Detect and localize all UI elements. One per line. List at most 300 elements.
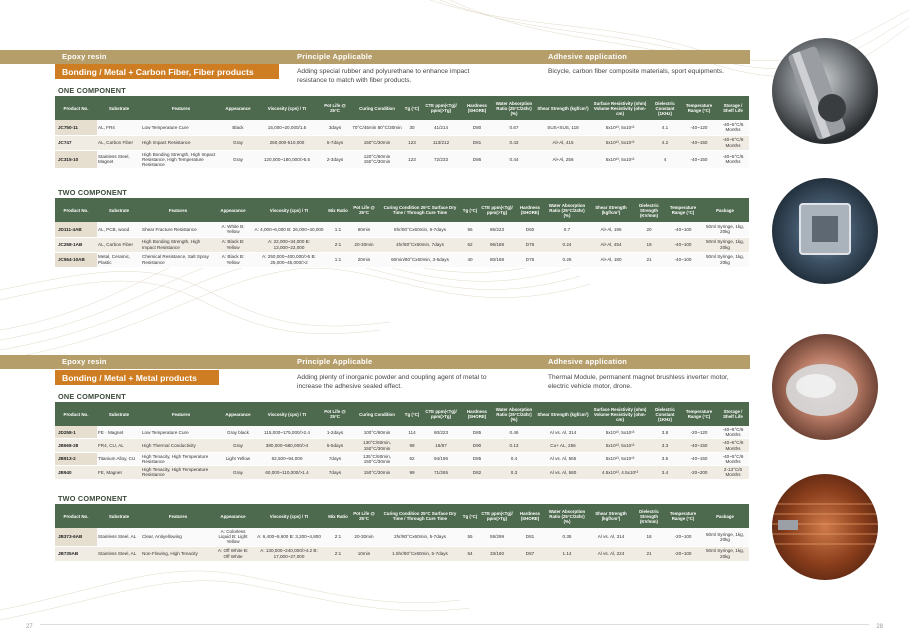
table-cell: 123: [403, 135, 421, 150]
table-cell: FE · Magnet: [97, 426, 141, 439]
table-cell: 4.2: [649, 135, 681, 150]
table-cell: 1-2days: [319, 426, 351, 439]
table-cell: 62,500~94,000: [255, 452, 319, 465]
table-cell: D76: [515, 237, 545, 252]
table-cell: 3.4: [649, 466, 681, 479]
table-cell: 5x10¹³, 5x10¹³: [591, 120, 649, 135]
table-cell: Al+Al, 415: [535, 135, 591, 150]
table-cell: A: 250,000~400,000/>5 B: 25,000~45,000/>2: [251, 252, 327, 267]
product-number-cell: JC564-10AB: [55, 252, 97, 267]
table-cell: Low Temperature Cure: [141, 426, 221, 439]
table-cell: Gray black: [221, 426, 255, 439]
table-cell: D85: [461, 426, 493, 439]
table-cell: 150°C/30min: [351, 466, 403, 479]
column-header: Tg (°C): [403, 96, 421, 120]
section2-two-component-title: TWO COMPONENT: [58, 494, 128, 503]
footer-divider: [40, 624, 869, 625]
column-header: Product No.: [55, 198, 97, 222]
table-cell: 94/196: [421, 452, 461, 465]
table-cell: Al+Al, 195: [589, 222, 633, 237]
table-cell: 10min: [349, 546, 379, 561]
table-cell: 1.5hr/80°Cx60min, 5-7days: [379, 546, 461, 561]
table-cell: Clear, Antiyellowing: [141, 528, 215, 546]
table-cell: 2:1: [327, 546, 349, 561]
table-cell: 21: [633, 252, 665, 267]
column-header: Shear Strength (kgf/cm²): [589, 198, 633, 222]
table-cell: A: 6,400~9,600 B: 3,200~4,800: [251, 528, 327, 546]
section1-one-component-title: ONE COMPONENT: [58, 86, 126, 95]
column-header: Viscosity (cps) / TI: [255, 402, 319, 426]
table-cell: D76: [515, 252, 545, 267]
table-cell: Al+Al, 256: [535, 150, 591, 169]
table-cell: Gray: [221, 150, 255, 169]
table-cell: A: Off White B: Off White: [215, 546, 251, 561]
section2-header-band: [0, 355, 750, 369]
table-cell: 50ml Syringe, 1kg, 20kg: [701, 222, 749, 237]
column-header: Water Absorption Ratio (25°C/24hr)(%): [493, 402, 535, 426]
table-cell: 96/188: [479, 237, 515, 252]
table-cell: -40~5°C/6 Months: [717, 452, 749, 465]
column-header: Hardness (SHORE): [461, 402, 493, 426]
table-cell: Gray: [221, 466, 255, 479]
section2-one-component-table: [55, 402, 749, 480]
column-header: Dielectric Constant (1KHz): [649, 96, 681, 120]
section1-application-text: Bicycle, carbon fiber composite materials, sport equipments.: [548, 68, 724, 75]
table-row: [55, 135, 749, 150]
column-header: Appearance: [215, 198, 251, 222]
table-cell: D85: [461, 452, 493, 465]
table-header-row: [55, 402, 749, 426]
table-cell: AL, PCB, wood: [97, 222, 141, 237]
table-cell: -40~5°C/6 Months: [717, 426, 749, 439]
table-cell: 114: [403, 426, 421, 439]
table-cell: Gray: [221, 135, 255, 150]
column-header: Hardness (SHORE): [515, 504, 545, 528]
table-cell: A: Black B: Yellow: [215, 237, 251, 252]
section2-two-component-table: [55, 504, 749, 562]
column-header: Curing Condition: [351, 402, 403, 426]
table-cell: Light Yellow: [221, 452, 255, 465]
table-cell: 33/160: [479, 546, 515, 561]
table-cell: High Tenacity, High Temperature Resistance: [141, 466, 221, 479]
table-cell: -40~150: [681, 452, 717, 465]
column-header: Dielectric Constant (1KHz): [649, 402, 681, 426]
table-cell: 260,000-510,000: [255, 135, 319, 150]
table-cell: 60,000~110,000/>1.4: [255, 466, 319, 479]
table-cell: 5x10¹³, 5x10¹³: [591, 150, 649, 169]
column-header: Features: [141, 198, 215, 222]
column-header: Dielectric Strength (KV/mm): [633, 198, 665, 222]
table-cell: A: Colorless Liquid B: Light Yellow: [215, 528, 251, 546]
table-cell: 70°C/45min 80°C/30min: [351, 120, 403, 135]
table-cell: 5x10¹³, 5x10¹³: [591, 426, 649, 439]
section1-category-tag: Bonding / Metal + Carbon Fiber, Fiber products: [55, 64, 279, 79]
table-cell: Al vs. Al, 314: [589, 528, 633, 546]
table-row: [55, 546, 749, 561]
table-cell: 100°C/60min: [351, 426, 403, 439]
column-header: Pot Life @ 25°C: [349, 504, 379, 528]
column-header: Temperature Range (°C): [681, 402, 717, 426]
table-cell: 3.5: [649, 452, 681, 465]
column-header: Hardness (SHORE): [461, 96, 493, 120]
column-header: Pot Life @ 25°C: [319, 96, 351, 120]
table-cell: AL, Carbon Fiber: [97, 135, 141, 150]
table-cell: 60min/80°Cx60min, 3-5days: [379, 252, 461, 267]
column-header: Tg (°C): [461, 504, 479, 528]
column-header: Package: [701, 504, 749, 528]
table-cell: 71/265: [421, 466, 461, 479]
table-cell: 99: [403, 439, 421, 452]
column-header: Pot Life @ 25°C: [319, 402, 351, 426]
table-cell: -40~120: [681, 120, 717, 135]
table-cell: 0.44: [493, 150, 535, 169]
column-header: Substrate: [97, 402, 141, 426]
table-row: [55, 439, 749, 452]
table-cell: High Tenacity, High Temperature Resistance: [141, 452, 221, 465]
table-cell: Al vs. Al, 580: [535, 466, 591, 479]
column-header: Temperature Range (°C): [665, 198, 701, 222]
table-row: [55, 237, 749, 252]
table-cell: 8hr/80°Cx60min, 5-7days: [379, 222, 461, 237]
table-cell: Stainless Steel, AL: [97, 528, 141, 546]
table-cell: Stainless Steel, AL: [97, 546, 141, 561]
table-cell: 80/223: [421, 426, 461, 439]
column-header: Shear Strength (kgf/cm²): [589, 504, 633, 528]
product-number-cell: JB668-28: [55, 439, 97, 452]
table-cell: 5-7days: [319, 135, 351, 150]
table-cell: -40~5°C/6 Months: [717, 120, 749, 135]
table-cell: 20: [633, 222, 665, 237]
table-cell: 16/87: [421, 439, 461, 452]
table-cell: 7days: [319, 466, 351, 479]
table-cell: 80/168: [479, 252, 515, 267]
column-header: Product No.: [55, 504, 97, 528]
table-cell: D80: [461, 120, 493, 135]
table-cell: 5x10¹³, 5x10¹³: [591, 135, 649, 150]
band-label-application: Adhesive application: [548, 52, 628, 61]
product-number-cell: JC315-10: [55, 150, 97, 169]
column-header: Mix Ratio: [327, 198, 349, 222]
table-cell: -40~150: [681, 439, 717, 452]
column-header: Package: [701, 198, 749, 222]
table-cell: -20~100: [665, 528, 701, 546]
table-cell: Low Temperature Cure: [141, 120, 221, 135]
column-header: Shear Strength (kgf/cm²): [535, 96, 591, 120]
table-cell: -40~100: [665, 222, 701, 237]
table-cell: 99: [403, 466, 421, 479]
table-cell: 21: [633, 546, 665, 561]
table-cell: -20~100: [665, 546, 701, 561]
table-cell: A: 4,000~6,000 B: 26,000~40,000: [251, 222, 327, 237]
band-label-principle: Principle Applicable: [297, 357, 373, 366]
table-cell: 62: [403, 452, 421, 465]
column-header: Pot Life @ 25°C: [349, 198, 379, 222]
product-number-cell: JB913-2: [55, 452, 97, 465]
column-header: Substrate: [97, 504, 141, 528]
table-cell: 86/223: [479, 222, 515, 237]
column-header: Shear Strength (kgf/cm²): [535, 402, 591, 426]
table-cell: D60: [515, 222, 545, 237]
table-cell: Stainless Steel, Magnet: [97, 150, 141, 169]
table-cell: D81: [515, 528, 545, 546]
band-label-epoxy: Epoxy resin: [62, 357, 107, 366]
column-header: Surface Resistivity (ohm) Volume Resistivity (ohm-cm): [591, 96, 649, 120]
table-cell: High Bonding Strength, High Impact Resistance: [141, 237, 215, 252]
column-header: Substrate: [97, 198, 141, 222]
section1-principle-text: Adding special rubber and polyurethane to enhance impact resistance to match with fiber products.: [297, 68, 470, 84]
table-cell: 0.7: [545, 222, 589, 237]
table-cell: 41/214: [421, 120, 461, 135]
table-cell: 15,000~20,000/1.5: [255, 120, 319, 135]
table-header-row: [55, 96, 749, 120]
table-row: [55, 452, 749, 465]
column-header: Viscosity (cps) / TI: [255, 96, 319, 120]
table-cell: 113/212: [421, 135, 461, 150]
table-cell: 20-30min: [349, 528, 379, 546]
band-label-application: Adhesive application: [548, 357, 628, 366]
table-cell: A: 130,000~240,000/>4.2 B: 17,000~27,000: [251, 546, 327, 561]
table-cell: 4: [649, 150, 681, 169]
table-cell: High Bonding Strength, High Impact Resistance, High Temperature Resistance: [141, 150, 221, 169]
column-header: Appearance: [215, 504, 251, 528]
table-cell: 0.67: [493, 120, 535, 135]
column-header: Product No.: [55, 402, 97, 426]
table-cell: 0.43: [493, 135, 535, 150]
table-cell: 50ml Syringe, 1kg, 20kg: [701, 546, 749, 561]
table-cell: D82: [461, 466, 493, 479]
table-cell: -20~200: [681, 466, 717, 479]
table-cell: 123: [403, 150, 421, 169]
table-row: [55, 528, 749, 546]
product-number-cell: JC747: [55, 135, 97, 150]
table-cell: D87: [515, 546, 545, 561]
table-cell: A: 22,000~34,000 B: 13,000~22,000: [251, 237, 327, 252]
table-cell: Gray: [221, 439, 255, 452]
product-number-cell: JD111-4AB: [55, 222, 97, 237]
table-cell: 0.4: [493, 452, 535, 465]
section2-principle-text: Adding plenty of inorganic powder and coupling agent of metal to increase the adhesive sealed effect.: [297, 374, 487, 390]
table-cell: 55: [461, 528, 479, 546]
table-cell: A: White B: Yellow: [215, 222, 251, 237]
table-cell: 54: [461, 546, 479, 561]
table-cell: 50ml Syringe, 1kg, 20kg: [701, 528, 749, 546]
column-header: Dielectric Strength (KV/mm): [633, 504, 665, 528]
column-header: Tg (°C): [461, 198, 479, 222]
table-cell: 5-5days: [319, 439, 351, 452]
page-number-right: 28: [876, 624, 883, 630]
table-row: [55, 466, 749, 479]
table-cell: -40~5°C/6 Months: [717, 439, 749, 452]
column-header: Tg (°C): [403, 402, 421, 426]
table-cell: 1.14: [545, 546, 589, 561]
column-header: Storage / Shelf Life: [717, 96, 749, 120]
electronic-component-photo: [772, 178, 878, 284]
table-cell: High Thermal Conductivity: [141, 439, 221, 452]
table-cell: AL, Carbon Fiber: [97, 237, 141, 252]
column-header: CTE ppm(<Tg)/ ppm(>Tg): [421, 402, 461, 426]
table-cell: 0.26: [545, 252, 589, 267]
column-header: Product No.: [55, 96, 97, 120]
band-label-principle: Principle Applicable: [297, 52, 373, 61]
product-number-cell: JB735AB: [55, 546, 97, 561]
table-cell: 62: [461, 237, 479, 252]
table-cell: 4.1: [649, 120, 681, 135]
table-cell: 3.8: [649, 426, 681, 439]
column-header: Water Absorption Ratio (25°C/24hr)(%): [493, 96, 535, 120]
section1-two-component-table: [55, 198, 749, 268]
section2-category-tag: Bonding / Metal + Metal products: [55, 370, 219, 385]
column-header: Temperature Range (°C): [681, 96, 717, 120]
table-cell: 3.3: [649, 439, 681, 452]
table-cell: 19: [633, 237, 665, 252]
column-header: Storage / Shelf Life: [717, 402, 749, 426]
table-row: [55, 252, 749, 267]
table-cell: 50ml Syringe, 1kg, 20kg: [701, 252, 749, 267]
column-header: Mix Ratio: [327, 504, 349, 528]
table-header-row: [55, 504, 749, 528]
table-cell: 5x10¹³, 5x10¹³: [591, 439, 649, 452]
table-cell: 120,000~180,000/>5.5: [255, 150, 319, 169]
table-cell: 20-30min: [349, 237, 379, 252]
product-number-cell: JC750-11: [55, 120, 97, 135]
table-cell: 2-3days: [319, 150, 351, 169]
section1-header-band: [0, 50, 750, 64]
table-cell: 0.24: [545, 237, 589, 252]
table-cell: 2-13°C/6 Months: [717, 466, 749, 479]
column-header: Curing Condition: [351, 96, 403, 120]
product-number-cell: JC258-1AB: [55, 237, 97, 252]
column-header: Water Absorption Ratio (25°C/24hr)(%): [545, 198, 589, 222]
table-cell: 56: [461, 222, 479, 237]
table-cell: Cu+ AL, 256: [535, 439, 591, 452]
table-cell: Non-Flowing, High Tenacity: [141, 546, 215, 561]
table-cell: SUS+SUS, 118: [535, 120, 591, 135]
table-cell: 120°C/60min 150°C/30min: [351, 150, 403, 169]
table-cell: D81: [461, 135, 493, 150]
table-cell: 7days: [319, 452, 351, 465]
table-cell: Shear Fracture Resistance: [141, 222, 215, 237]
page-number-left: 27: [26, 624, 33, 630]
table-cell: FE, Magnet: [97, 466, 141, 479]
table-cell: 4hr/80°Cx60min, 7days: [379, 237, 461, 252]
motor-housing-photo: [772, 334, 878, 440]
column-header: Substrate: [97, 96, 141, 120]
table-cell: 3days: [319, 120, 351, 135]
column-header: Viscosity (cps) / TI: [251, 198, 327, 222]
table-cell: 2hr/80°Cx60min, 5-7days: [379, 528, 461, 546]
table-cell: Black: [221, 120, 255, 135]
table-row: [55, 120, 749, 135]
table-cell: Metal, Ceramic, Plastic: [97, 252, 141, 267]
column-header: Appearance: [221, 402, 255, 426]
table-cell: 20min: [349, 252, 379, 267]
column-header: Hardness (SHORE): [515, 198, 545, 222]
column-header: CTE ppm(<Tg)/ ppm(>Tg): [421, 96, 461, 120]
table-cell: 0.13: [493, 439, 535, 452]
table-cell: Chemical Resistance, Salt Spray Resistance: [141, 252, 215, 267]
table-cell: AL, FR4: [97, 120, 141, 135]
band-label-epoxy: Epoxy resin: [62, 52, 107, 61]
table-cell: 1:1: [327, 252, 349, 267]
column-header: Water Absorption Ratio (25°C/24hr)(%): [545, 504, 589, 528]
table-cell: High Impact Resistance: [141, 135, 221, 150]
column-header: Features: [141, 402, 221, 426]
table-cell: -40~100: [665, 252, 701, 267]
table-cell: 135°C/60min, 150°C/30min: [351, 452, 403, 465]
table-cell: Al vs. Al, 565: [535, 452, 591, 465]
table-cell: 59/299: [479, 528, 515, 546]
table-cell: Al+Al, 180: [589, 252, 633, 267]
table-cell: FR4, CU, AL: [97, 439, 141, 452]
table-row: [55, 150, 749, 169]
column-header: CTE ppm(<Tg)/ ppm(>Tg): [479, 198, 515, 222]
column-header: Features: [141, 96, 221, 120]
table-header-row: [55, 198, 749, 222]
table-cell: 0.3: [493, 466, 535, 479]
table-cell: 60min: [349, 222, 379, 237]
table-cell: -40~5°C/6 Months: [717, 150, 749, 169]
table-cell: 5x10¹³, 5x10¹³: [591, 452, 649, 465]
table-cell: Al vs. Al, 224: [589, 546, 633, 561]
section1-two-component-title: TWO COMPONENT: [58, 188, 128, 197]
table-cell: 2:1: [327, 237, 349, 252]
product-number-cell: JB373-6AB: [55, 528, 97, 546]
column-header: Viscosity (cps) / TI: [251, 504, 327, 528]
section1-one-component-table: [55, 96, 749, 169]
column-header: Curing Condition 25°C Surface Dry Time / Through Cure Time: [379, 198, 461, 222]
table-cell: 30: [403, 120, 421, 135]
table-cell: 2:1: [327, 528, 349, 546]
table-cell: 380,000~580,000/>4: [255, 439, 319, 452]
table-cell: A: Black B: Yellow: [215, 252, 251, 267]
section2-one-component-title: ONE COMPONENT: [58, 392, 126, 401]
table-row: [55, 426, 749, 439]
table-cell: D90: [461, 439, 493, 452]
column-header: Appearance: [221, 96, 255, 120]
table-cell: Al+Al, 454: [589, 237, 633, 252]
section2-application-text: Thermal Module, permanent magnet brushless inverter motor, electric vehicle motor, drone.: [548, 374, 729, 390]
table-cell: 150°C/30min: [351, 135, 403, 150]
table-cell: Al vs. Al, 314: [535, 426, 591, 439]
table-cell: -20~120: [681, 426, 717, 439]
table-cell: 18: [633, 528, 665, 546]
carbon-fiber-tube-photo: [772, 38, 878, 144]
column-header: Curing Condition 25°C Surface Dry Time / Through Cure Time: [379, 504, 461, 528]
table-cell: -40~150: [681, 150, 717, 169]
table-cell: 1:1: [327, 222, 349, 237]
table-cell: 130°C/60min, 150°C/30min: [351, 439, 403, 452]
column-header: Features: [141, 504, 215, 528]
column-header: Temperature Range (°C): [665, 504, 701, 528]
table-cell: D86: [461, 150, 493, 169]
table-cell: 0.35: [545, 528, 589, 546]
copper-coil-photo: [772, 474, 878, 580]
column-header: Surface Resistivity (ohm) Volume Resistivity (ohm-cm): [591, 402, 649, 426]
table-cell: 50ml Syringe, 1kg, 20kg: [701, 237, 749, 252]
table-cell: 72/233: [421, 150, 461, 169]
table-row: [55, 222, 749, 237]
table-cell: 115,000~175,000/>2.4: [255, 426, 319, 439]
table-cell: 0.46: [493, 426, 535, 439]
table-cell: -40~100: [665, 237, 701, 252]
table-cell: 4.5x10¹³, 4.5x10¹³: [591, 466, 649, 479]
table-cell: -40~150: [681, 135, 717, 150]
product-number-cell: JD258-1: [55, 426, 97, 439]
table-cell: 40: [461, 252, 479, 267]
table-cell: Titanium Alloy, CU: [97, 452, 141, 465]
table-cell: -40~5°C/6 Months: [717, 135, 749, 150]
column-header: CTE ppm(<Tg)/ ppm(>Tg): [479, 504, 515, 528]
